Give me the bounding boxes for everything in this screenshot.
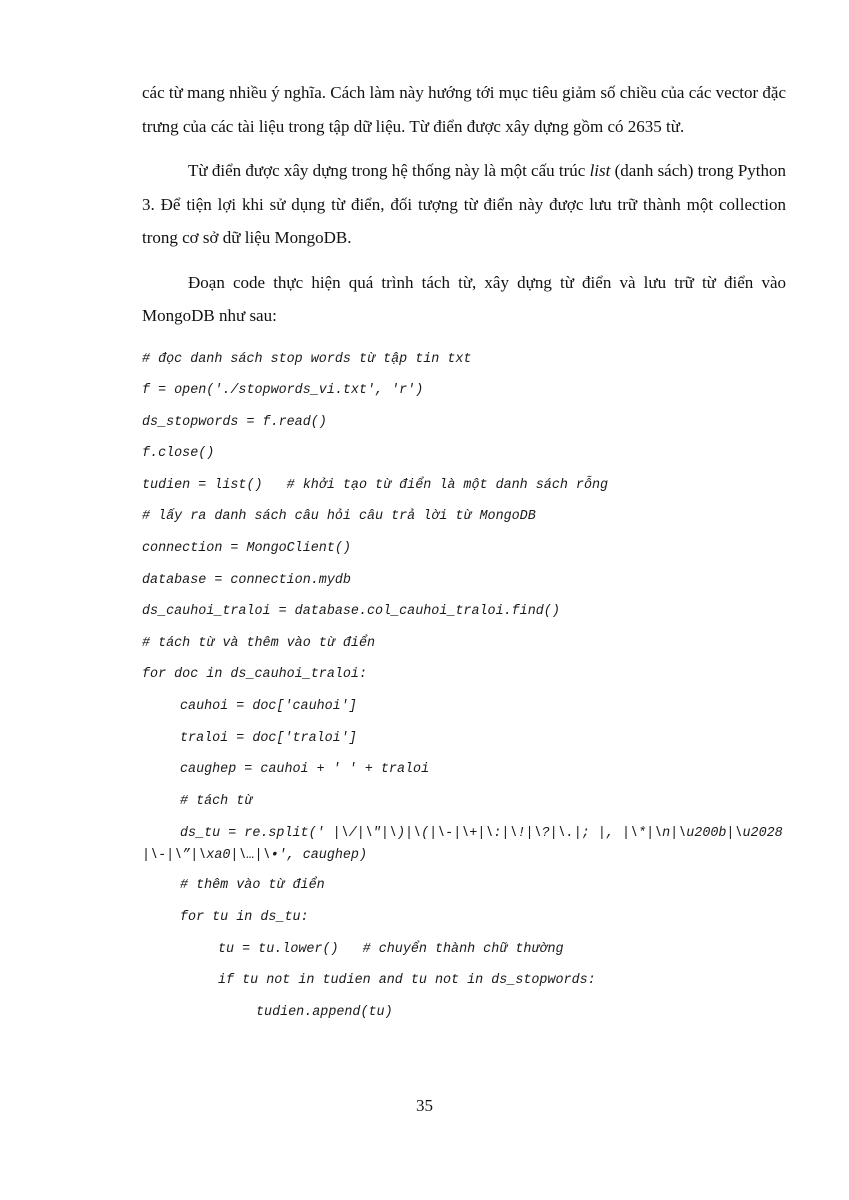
code-line: ds_stopwords = f.read() [142,414,327,430]
code-line: cauhoi = doc['cauhoi'] [180,699,357,715]
code-line-split: ds_tu = re.split(' |\/|\"|\)|\(|\-|\+|\:|\!|\?|\.|; |, |\*|\n|\u200b|\u2028|\-|\”|\xa0|\…|\•', caughep) [142,826,783,864]
paragraph-3: Đoạn code thực hiện quá trình tách từ, xây dựng từ điển và lưu trữ từ điển vào MongoDB như sau: [142,272,786,325]
paragraph-2-emphasis: list [589,161,611,180]
code-line: # tách từ [180,793,253,809]
paragraph-2-start: Từ điển được xây dựng trong hệ thống này là một cấu trúc [188,161,590,180]
code-line: f = open('./stopwords_vi.txt', 'r') [142,383,424,399]
code-line: tudien = list() # khởi tạo từ điển là một danh sách rỗng [142,477,609,493]
code-line: ds_cauhoi_traloi = database.col_cauhoi_traloi.find() [142,604,560,620]
code-line: # đọc danh sách stop words từ tập tin txt [142,351,472,367]
code-line: database = connection.mydb [142,572,351,588]
code-line: tu = tu.lower() # chuyển thành chữ thường [218,941,564,957]
code-listing [142,344,786,1029]
code-line: # thêm vào từ điển [180,878,325,894]
code-line: # tách từ và thêm vào từ điển [142,635,376,651]
code-line: traloi = doc['traloi'] [180,730,357,746]
code-line: for doc in ds_cauhoi_traloi: [142,667,367,683]
paragraph-2 [142,154,786,255]
document-body [142,76,786,1028]
code-line-wrapped [142,817,786,870]
paragraph-1: các từ mang nhiều ý nghĩa. Cách làm này hướng tới mục tiêu giảm số chiều của các vector đặc trưng của các tài liệu trong tập dữ liệu. Từ điển được xây dựng gồm có 2635 từ. [142,83,786,136]
code-line: caughep = cauhoi + ' ' + traloi [180,762,430,778]
code-line: for tu in ds_tu: [180,910,309,925]
code-line: connection = MongoClient() [142,541,351,557]
code-line: tudien.append(tu) [256,1004,393,1020]
page-number: 35 [416,1096,433,1115]
code-line: if tu not in tudien and tu not in ds_stopwords: [218,973,596,989]
code-line: # lấy ra danh sách câu hỏi câu trả lời từ MongoDB [142,509,536,525]
paragraph-2-end: (danh sách) trong Python 3. Để tiện lợi khi sử dụng từ điển, đối tượng từ điển này được lưu trữ thành một collection trong cơ sở dữ liệu MongoDB. [142,161,786,247]
code-line: f.close() [142,446,215,462]
